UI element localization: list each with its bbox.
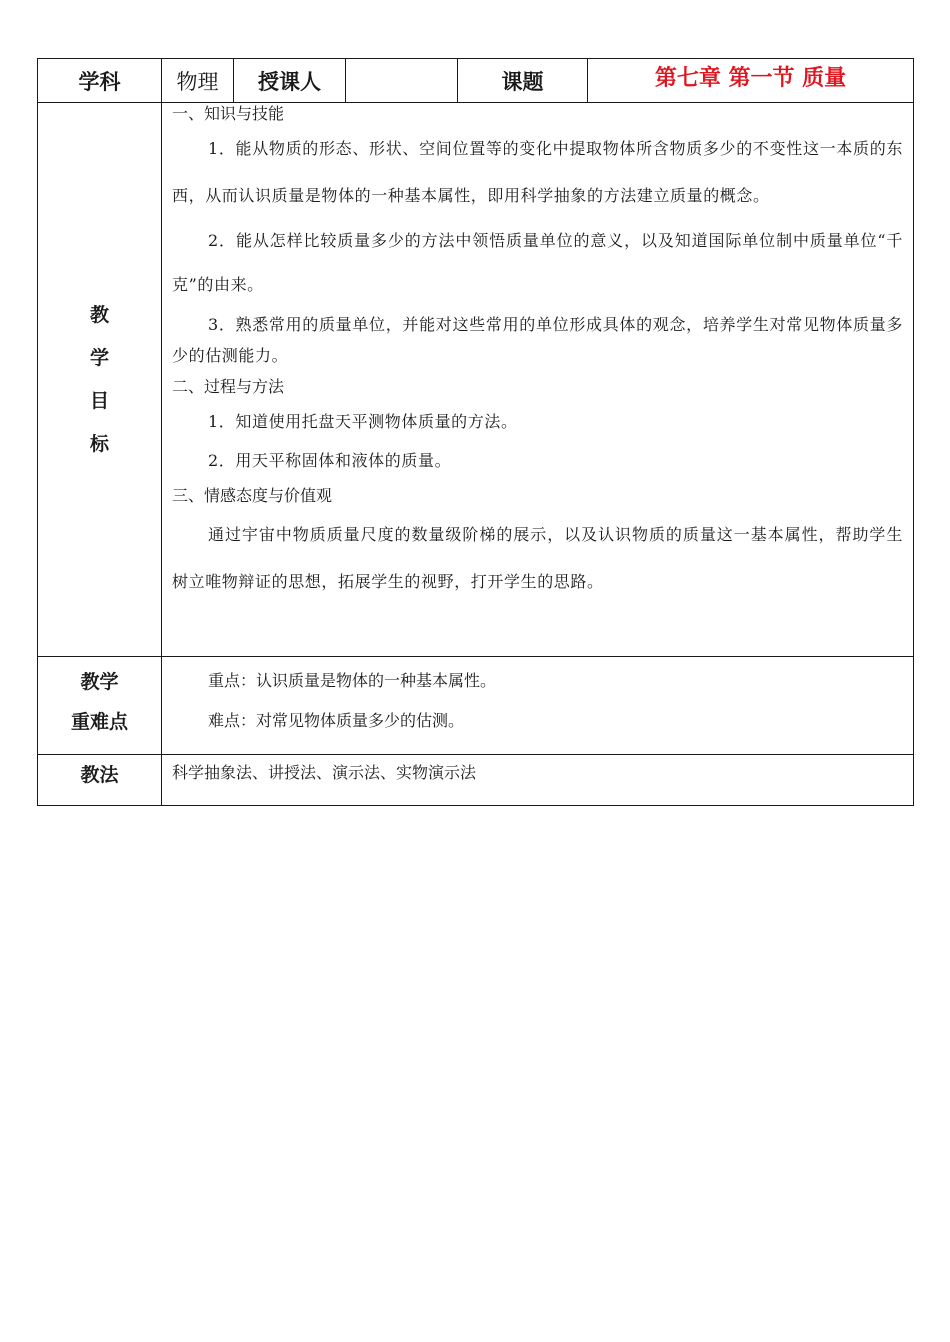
teacher-value bbox=[346, 59, 458, 103]
objectives-label-char: 目 bbox=[89, 389, 109, 412]
header-row bbox=[38, 59, 914, 103]
keypoints-label bbox=[38, 657, 162, 755]
key-point: 重点：认识质量是物体的一种基本属性。 bbox=[208, 671, 497, 690]
teacher-label: 授课人 bbox=[234, 59, 346, 103]
objective-item: 1．知道使用托盘天平测物体质量的方法。 bbox=[208, 412, 518, 431]
method-value: 科学抽象法、讲授法、演示法、实物演示法 bbox=[162, 755, 914, 806]
objective-item: 通过宇宙中物质质量尺度的数量级阶梯的展示，以及认识物质的质量这一基本属性，帮助学生树立唯物辩证的思想，拓展学生的视野，打开学生的思路。 bbox=[172, 525, 903, 591]
objectives-label-char: 教 bbox=[89, 303, 109, 326]
objectives-label-char: 学 bbox=[89, 346, 109, 369]
keypoints-content bbox=[162, 657, 914, 755]
objective-item: 2．能从怎样比较质量多少的方法中领悟质量单位的意义，以及知道国际单位制中质量单位“千克”的由来。 bbox=[172, 231, 903, 294]
topic-value: 第七章 第一节 质量 bbox=[588, 59, 914, 103]
objectives-row bbox=[38, 103, 914, 657]
section-heading-knowledge: 一、知识与技能 bbox=[172, 104, 285, 123]
subject-label: 学科 bbox=[38, 59, 162, 103]
objective-item: 2．用天平称固体和液体的质量。 bbox=[208, 451, 452, 470]
difficult-point: 难点：对常见物体质量多少的估测。 bbox=[208, 711, 465, 730]
objective-item: 3．熟悉常用的质量单位，并能对这些常用的单位形成具体的观念，培养学生对常见物体质量多少的估测能力。 bbox=[172, 315, 903, 365]
section-heading-process: 二、过程与方法 bbox=[172, 377, 285, 396]
keypoints-label-line: 重难点 bbox=[70, 711, 128, 733]
section-heading-attitude: 三、情感态度与价值观 bbox=[172, 486, 333, 505]
keypoints-label-line: 教学 bbox=[80, 671, 119, 693]
method-row bbox=[38, 755, 914, 806]
topic-label: 课题 bbox=[458, 59, 588, 103]
objective-item: 1．能从物质的形态、形状、空间位置等的变化中提取物体所含物质多少的不变性这一本质的东西，从而认识质量是物体的一种基本属性，即用科学抽象的方法建立质量的概念。 bbox=[172, 139, 903, 205]
objectives-content bbox=[162, 103, 914, 657]
lesson-plan-table bbox=[37, 58, 914, 806]
method-label: 教法 bbox=[38, 755, 162, 806]
objectives-label bbox=[38, 103, 162, 657]
objectives-label-char: 标 bbox=[89, 432, 109, 455]
keypoints-row bbox=[38, 657, 914, 755]
subject-value: 物理 bbox=[162, 59, 234, 103]
